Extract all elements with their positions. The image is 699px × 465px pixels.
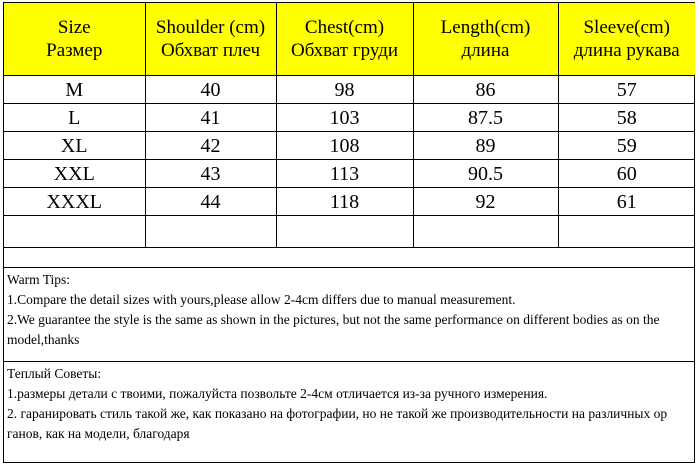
cell-shoulder: 44 (145, 188, 276, 216)
table-row-empty (4, 216, 695, 248)
cell-size: XL (4, 132, 145, 160)
cell-sleeve: 61 (558, 188, 695, 216)
table-row (4, 160, 695, 188)
table-row (4, 104, 695, 132)
header-chest: Chest(cm) Обхват груди (276, 3, 413, 76)
cell-length: 92 (413, 188, 558, 216)
cell-sleeve: 57 (558, 76, 695, 104)
cell-shoulder: 43 (145, 160, 276, 188)
header-shoulder: Shoulder (cm) Обхват плеч (145, 3, 276, 76)
cell-sleeve: 59 (558, 132, 695, 160)
header-size: Size Размер (4, 3, 145, 76)
cell-sleeve: 60 (558, 160, 695, 188)
cell-chest: 98 (276, 76, 413, 104)
cell-chest: 118 (276, 188, 413, 216)
size-chart (3, 2, 695, 463)
tips-line-2: 2.We guarantee the style is the same as shown in the pictures, but not the same performance on different bodies as on the model,thanks (7, 312, 660, 347)
warm-tips-en (4, 267, 694, 362)
cell-sleeve: 58 (558, 104, 695, 132)
size-table (4, 3, 695, 248)
cell-size: XXXL (4, 188, 145, 216)
cell-shoulder: 42 (145, 132, 276, 160)
cell-chest: 108 (276, 132, 413, 160)
table-row (4, 132, 695, 160)
table-row (4, 76, 695, 104)
tips-title: Теплый Советы: (7, 366, 102, 381)
cell-length: 86 (413, 76, 558, 104)
cell-size: XXL (4, 160, 145, 188)
cell-shoulder: 41 (145, 104, 276, 132)
tips-line-1: 1.размеры детали с твоими, пожалуйста позвольте 2-4см отличается из-за ручного измерения. (7, 386, 548, 401)
cell-chest: 103 (276, 104, 413, 132)
cell-size: M (4, 76, 145, 104)
cell-length: 90.5 (413, 160, 558, 188)
header-row (4, 3, 695, 76)
table-row (4, 188, 695, 216)
cell-length: 87.5 (413, 104, 558, 132)
cell-size: L (4, 104, 145, 132)
header-length: Length(cm) длина (413, 3, 558, 76)
cell-length: 89 (413, 132, 558, 160)
header-sleeve: Sleeve(cm) длина рукава (558, 3, 695, 76)
tips-line-2: 2. гаранировать стиль такой же, как показано на фотографии, но не такой же производительности на различных ор ганов, как на модели, благодаря (7, 406, 668, 441)
tips-line-1: 1.Compare the detail sizes with yours,please allow 2-4cm differs due to manual measurement. (7, 292, 516, 307)
cell-shoulder: 40 (145, 76, 276, 104)
tips-title: Warm Tips: (7, 272, 71, 287)
warm-tips-ru (4, 362, 694, 462)
cell-chest: 113 (276, 160, 413, 188)
